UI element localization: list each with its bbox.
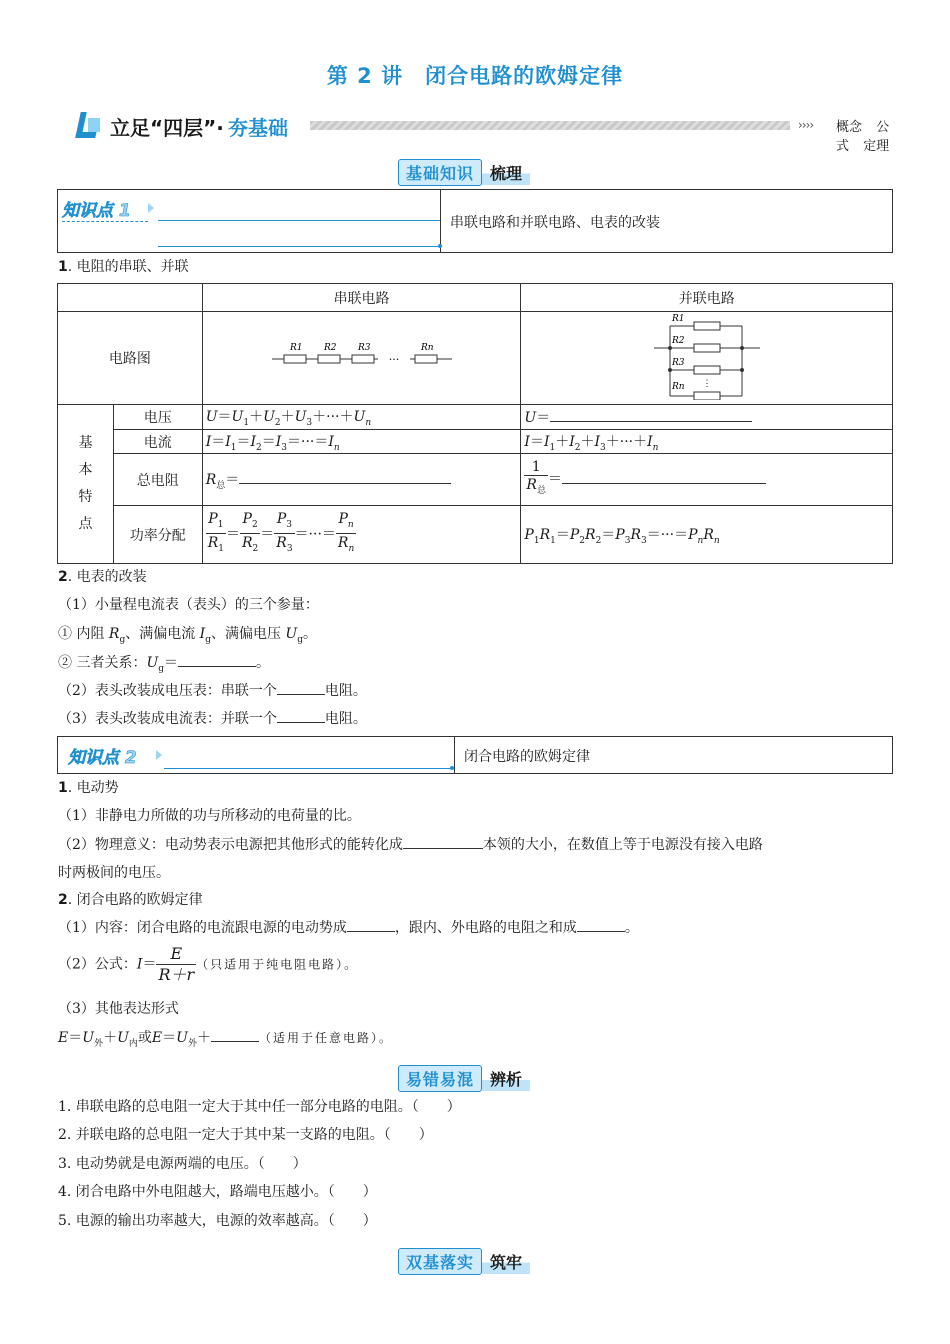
kp2-dot	[450, 766, 454, 770]
series-resistor	[284, 355, 306, 363]
kp1-label: 知识点 1	[62, 201, 131, 221]
judge-item: 4. 闭合电路中外电阻越大，路端电压越小。（ ）	[58, 1184, 377, 1200]
parallel-power-formula: $P_1R_1=P_2R_2=P_3R_3=\cdot\cdot\cdot=P_nR_n$	[521, 506, 893, 564]
heading-text: . 闭合电路的欧姆定律	[67, 892, 203, 908]
text: 、满偏电流	[125, 626, 200, 642]
kp1-title: 串联电路和并联电路、电表的改装	[450, 215, 660, 231]
table-corner	[58, 284, 203, 312]
basic-char: 基	[78, 435, 93, 451]
row-voltage-label: 电压	[113, 405, 202, 430]
text: （只适用于纯电阻电路）。	[196, 957, 359, 972]
page-title: 第 2 讲 闭合电路的欧姆定律	[326, 64, 624, 88]
parallel-resistance-formula: $\frac{1}{R_总}$ ＝	[521, 454, 893, 506]
text: 电阻。	[324, 683, 367, 699]
heading-num: 2	[58, 569, 68, 585]
chevrons-icon: ››››	[798, 118, 814, 132]
header-parallel: 并联电路	[521, 284, 893, 312]
section-banner	[78, 110, 898, 154]
kp2-label-cell	[58, 737, 455, 773]
text: 。	[624, 920, 639, 936]
heading-meter	[58, 566, 147, 586]
ohm-formula-fraction: $\frac{E}{R+r}$	[158, 944, 195, 984]
meter-line-3: ② 三者关系：$U_g=$ 。	[58, 655, 271, 674]
text: （2）物理意义：电动势表示电源把其他形式的能转化成	[58, 837, 403, 853]
text: 、满偏电压	[210, 626, 286, 642]
knowledge-point-2	[57, 736, 893, 774]
parallel-circuit-svg	[652, 312, 762, 400]
judge-item: 5. 电源的输出功率越大，电源的效率越高。（ ）	[58, 1213, 377, 1229]
badge-right: 筑牢	[482, 1249, 530, 1274]
parallel-resistor	[694, 344, 720, 352]
parallel-current-formula: $I=I_1+I_2+I_3+\cdot\cdot\cdot+I_n$	[521, 430, 893, 454]
text: （3）表头改装成电流表：并联一个	[58, 711, 277, 727]
kp1-label-cell	[58, 190, 441, 252]
banner-title-part1: 立足“四层”·	[110, 116, 224, 140]
ohm-line-4: $E=U_外+U_内$或$E=U_外+$ （适用于任意电路）。	[58, 1030, 393, 1049]
voltmeter-blank[interactable]	[277, 694, 325, 695]
kp2-label: 知识点 2	[68, 748, 137, 768]
text: 或	[137, 1030, 152, 1046]
banner-tags	[836, 116, 898, 154]
parallel-circuit-diagram	[521, 312, 893, 405]
text: （2）表头改装成电压表：串联一个	[58, 683, 277, 699]
text: ，跟内、外电路的电阻之和成	[394, 920, 577, 936]
judge-item: 2. 并联电路的总电阻一定大于其中某一支路的电阻。（ ）	[58, 1127, 433, 1143]
meter-line-5	[58, 708, 367, 728]
series-label: Rn	[420, 343, 434, 353]
badge-left: 双基落实	[398, 1248, 482, 1275]
text: （2）公式：	[58, 956, 137, 973]
ohm-line-3: （3）其他表达形式	[58, 1001, 179, 1017]
row-current-label: 电流	[113, 430, 202, 454]
series-power-formula: $\frac{P_1}{R_1}$ ＝ $\frac{P_2}{R_2}$ ＝ $\frac{P_3}{R_3}$ ＝···＝ $\frac{P_n}{R_n}$	[202, 506, 521, 564]
series-circuit-diagram	[202, 312, 521, 405]
kp2-arrow-icon	[156, 750, 162, 760]
basic-features-label	[58, 405, 114, 564]
ohm-line-2: （2）公式：I＝ $\frac{E}{R+r}$ （只适用于纯电阻电路）。	[58, 944, 359, 984]
series-label: R2	[323, 343, 337, 353]
text: （1）内容：闭合电路的电流跟电源的电动势成	[58, 920, 347, 936]
kp1-underline	[158, 220, 440, 221]
series-label: R1	[289, 343, 303, 353]
emf-line-2	[58, 834, 763, 854]
row-total-resistance-label: 总电阻	[113, 454, 202, 506]
heading-emf	[58, 777, 119, 797]
emf-line-1: （1）非静电力所做的功与所移动的电荷量的比。	[58, 808, 361, 824]
heading-num: 1	[58, 259, 68, 275]
basic-char: 点	[78, 516, 93, 532]
parallel-label: R3	[671, 358, 685, 368]
basic-char: 本	[78, 462, 93, 478]
judge-item: 1. 串联电路的总电阻一定大于其中任一部分电路的电阻。（ ）	[58, 1099, 461, 1115]
series-resistance-formula: $R_总=$	[202, 454, 521, 506]
text: 电阻。	[324, 711, 367, 727]
parallel-label: R2	[671, 336, 685, 346]
row-power-label: 功率分配	[113, 506, 202, 564]
heading-num: 1	[58, 780, 68, 796]
badge-left: 基础知识	[398, 159, 482, 186]
ohm-inverse-blank[interactable]	[577, 931, 625, 932]
series-current-formula: $I=I_1=I_2=I_3=\cdot\cdot\cdot=I_n$	[202, 430, 521, 454]
meter-line-2: ① 内阻 $R_g$、满偏电流 $I_g$、满偏电压 $U_g$。	[58, 626, 317, 645]
text: （适用于任意电路）。	[258, 1031, 393, 1045]
heading-ohm	[58, 889, 203, 909]
text: 本领的大小，在数值上等于电源没有接入电路	[482, 837, 763, 853]
series-circuit-svg	[272, 336, 452, 376]
ammeter-blank[interactable]	[277, 722, 325, 723]
parallel-resistor	[694, 322, 720, 330]
row-diagram-label: 电路图	[58, 312, 203, 405]
series-ellipsis: ···	[388, 353, 399, 366]
series-resistor	[352, 355, 374, 363]
series-voltage-formula: $U=U_1+U_2+U_3+\cdot\cdot\cdot+U_n$	[202, 405, 521, 430]
kp1-underline-2	[158, 246, 440, 247]
heading-text: . 电表的改装	[67, 569, 147, 585]
parallel-voltage-formula: U＝	[521, 405, 893, 430]
section-badge-basics	[398, 159, 530, 185]
judge-item: 3. 电动势就是电源两端的电压。（ ）	[58, 1156, 307, 1172]
heading-text: . 电阻的串联、并联	[67, 259, 189, 275]
tag-concept: 概念	[836, 120, 863, 135]
series-label: R3	[357, 343, 371, 353]
kp2-underline	[164, 768, 452, 769]
kp1-dot	[438, 244, 442, 248]
banner-title-part2: 夯基础	[228, 116, 288, 140]
heading-text: . 电动势	[67, 780, 119, 796]
section-badge-practice	[398, 1248, 530, 1274]
text: ② 三者关系：	[58, 655, 147, 671]
kp1-arrow-icon	[148, 203, 154, 213]
parallel-label: R1	[671, 314, 685, 324]
ohm-line-1	[58, 917, 639, 937]
series-resistor	[318, 355, 340, 363]
tag-formula: 公式	[836, 120, 890, 154]
parallel-voltage-blank[interactable]	[550, 421, 752, 422]
meter-relation-blank[interactable]	[178, 666, 256, 667]
header-series: 串联电路	[202, 284, 521, 312]
series-resistance-blank[interactable]	[239, 483, 451, 484]
section-badge-errors	[398, 1065, 530, 1091]
parallel-label: Rn	[671, 382, 685, 392]
basic-char: 特	[78, 489, 93, 505]
meter-line-1: （1）小量程电流表（表头）的三个参量：	[58, 597, 319, 613]
badge-right: 辨析	[482, 1066, 530, 1091]
text: 。	[303, 626, 317, 642]
heading-num: 2	[58, 892, 68, 908]
tag-theorem: 定理	[863, 139, 890, 154]
series-resistor	[415, 355, 437, 363]
ohm-proportional-blank[interactable]	[347, 931, 395, 932]
banner-stripe	[310, 121, 790, 130]
badge-right: 梳理	[482, 160, 530, 185]
badge-left: 易错易混	[398, 1065, 482, 1092]
kp2-title: 闭合电路的欧姆定律	[464, 749, 590, 765]
kp1-dash	[62, 221, 148, 222]
text: ① 内阻	[58, 626, 109, 642]
parallel-ellipsis: ⋮	[702, 379, 712, 389]
knowledge-point-1	[57, 189, 893, 253]
parallel-resistor	[694, 392, 720, 400]
emf-line-3: 时两极间的电压。	[58, 865, 170, 881]
heading-series-parallel	[58, 256, 189, 276]
text: 。	[256, 655, 271, 671]
emf-energy-blank[interactable]	[403, 848, 483, 849]
ohm-other-form-blank[interactable]	[211, 1041, 259, 1042]
series-parallel-table	[57, 283, 893, 564]
meter-line-4	[58, 680, 367, 700]
parallel-resistance-blank[interactable]	[562, 483, 766, 484]
parallel-resistor	[694, 366, 720, 374]
banner-logo-accent	[88, 118, 100, 132]
